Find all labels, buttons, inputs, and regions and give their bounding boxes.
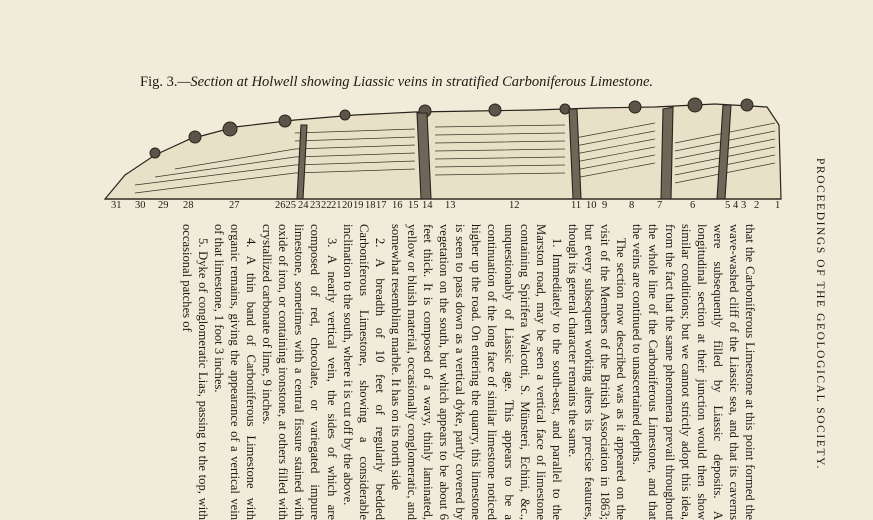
body-paragraph: 4. A thin band of Carboniferous Limestone with organic remains, giving the appearance of a vertical vein of that limestone, 1 foot 3 inches. <box>211 224 259 520</box>
scale-label: 5 <box>725 200 731 211</box>
scale-label: 3 <box>741 200 747 211</box>
figure-caption <box>140 74 700 91</box>
scale-label: 18 <box>365 200 376 211</box>
body-paragraph: 1. Immediately to the south-east, and parallel to the Marston road, may be seen a vertical face of limestone containing Spirifera Walcotti, S. Münsteri, Echini, &c., unquestionably of Liassic age. This appears to be a continuation of the long face of similar limestone noticed higher up the road. On entering the quarry, this limestone is seen to pass down as a vertical dyke, partly covered by vegetation on the south, but which appears to be about 6 feet thick. It is composed of a wavy, thinly laminated, yellow or bluish material, occasionally conglomeratic, and somewhat resembling marble. It has on its north side <box>388 224 564 520</box>
body-paragraph: that the Carboniferous Limestone at this point formed the wave-washed cliff of the Liassic sea, and that its caverns were subsequently filled by Liassic deposits. A longitudinal section at their junction would then show similar conditions; but we cannot strictly adopt this idea, from the fact that the same phenomena prevail throughout the whole line of the Carboniferous Limestone, and that the veins are continued to unascertained depths. <box>630 224 757 520</box>
scale-label: 6 <box>690 200 696 211</box>
scale-label: 14 <box>422 200 433 211</box>
scale-labels <box>95 200 785 216</box>
scale-label: 13 <box>445 200 456 211</box>
scale-label: 28 <box>183 200 194 211</box>
figure-label: Fig. 3. <box>140 74 178 90</box>
scale-label: 17 <box>376 200 387 211</box>
scale-label: 2 <box>754 200 760 211</box>
section-outline <box>105 104 781 199</box>
scale-label: 7 <box>657 200 663 211</box>
scale-label: 10 <box>586 200 597 211</box>
scale-label: 21 <box>331 200 342 211</box>
scale-label: 22 <box>321 200 332 211</box>
body-paragraph: 2. A breadth of 10 feet of regularly bedded Carboniferous Limestone, showing a considerable inclination to the south, where it is cut off by the above. <box>340 224 387 520</box>
body-paragraph: 3. A nearly vertical vein, the sides of which are composed of red, chocolate, or variegated impure limestone, sometimes with a central fissure stained with oxide of iron, or containing ironstone, at others filled with crystallized carbonate of lime, 9 inches. <box>260 224 339 520</box>
body-text-column <box>68 224 758 520</box>
body-paragraph: 5. Dyke of conglomeratic Lias, passing to the top, with occasional patches of <box>179 224 210 520</box>
scale-label: 24 <box>298 200 309 211</box>
scale-label: 29 <box>158 200 169 211</box>
scale-label: 1 <box>775 200 781 211</box>
geological-section-illustration <box>95 95 785 210</box>
running-header: PROCEEDINGS OF THE GEOLOGICAL SOCIETY. <box>814 158 826 470</box>
scale-label: 4 <box>733 200 739 211</box>
scale-label: 12 <box>509 200 520 211</box>
scale-label: 30 <box>135 200 146 211</box>
scale-label: 16 <box>392 200 403 211</box>
scale-label: 11 <box>571 200 582 211</box>
scale-label: 15 <box>408 200 419 211</box>
body-paragraph: The section now described was as it appeared on the visit of the Members of the British Association in 1863; but every subsequent working alters its precise features, though its general character remains the same. <box>565 224 629 520</box>
scale-label: 23 <box>310 200 321 211</box>
scale-label: 2625 <box>275 200 296 211</box>
scale-label: 20 <box>342 200 353 211</box>
scale-label: 27 <box>229 200 240 211</box>
scale-label: 31 <box>111 200 122 211</box>
scale-label: 9 <box>602 200 608 211</box>
figure-caption-text: —Section at Holwell showing Liassic veins in stratified Carboniferous Limestone. <box>177 74 654 90</box>
scale-label: 19 <box>353 200 364 211</box>
scale-label: 8 <box>629 200 635 211</box>
